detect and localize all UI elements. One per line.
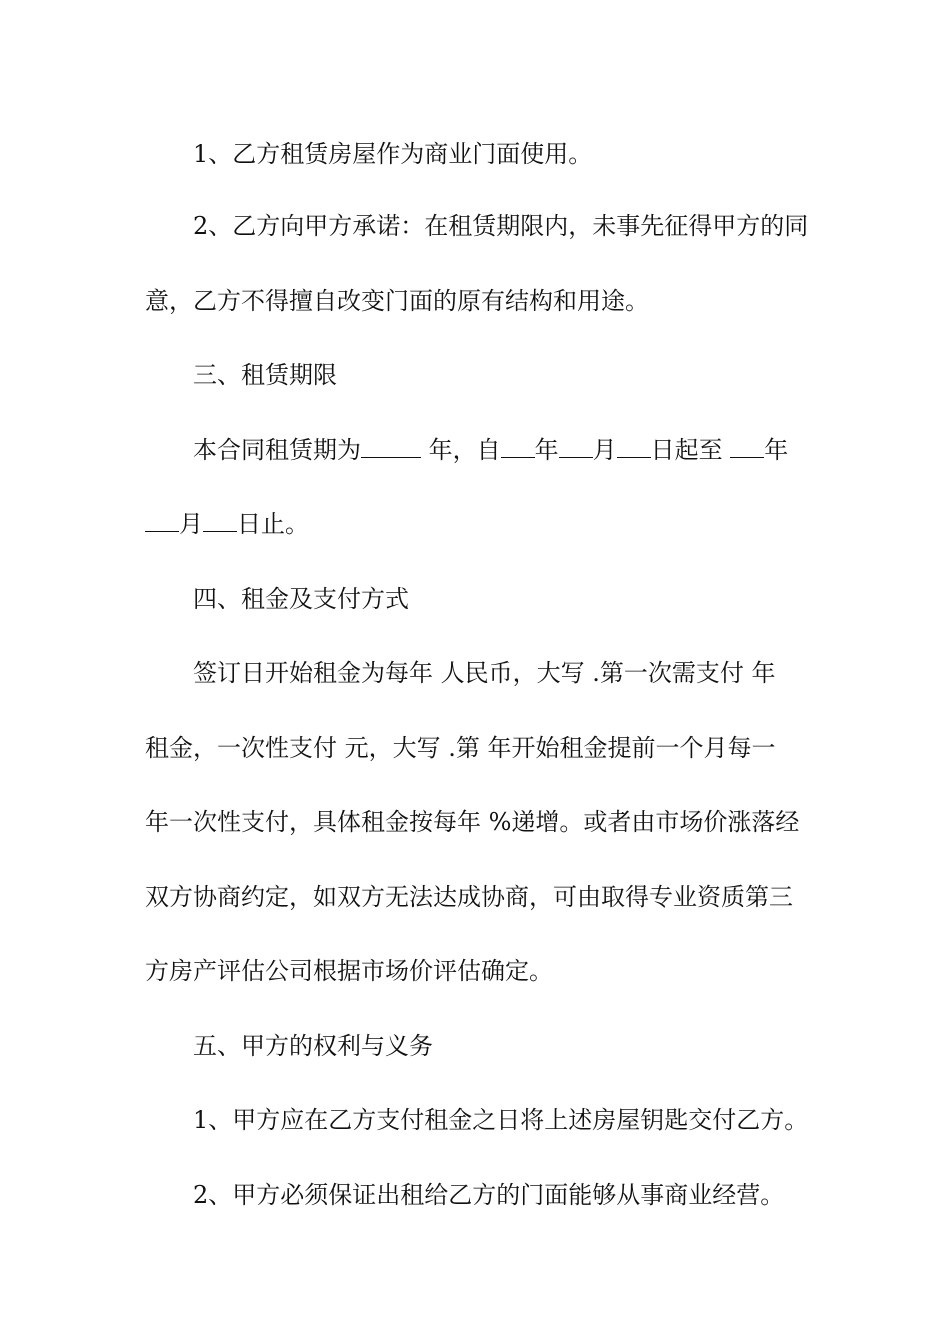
paragraph-line-term-end xyxy=(145,509,810,539)
paragraph-line: 1、甲方应在乙方支付租金之日将上述房屋钥匙交付乙方。 xyxy=(193,1106,809,1134)
term-text: 年 xyxy=(764,436,789,464)
blank-end-year xyxy=(730,435,764,458)
blank-start-month xyxy=(559,435,593,458)
section-heading: 四、租金及支付方式 xyxy=(193,585,409,613)
paragraph-line: 方房产评估公司根据市场价评估确定。 xyxy=(145,957,553,985)
term-text: 日起至 xyxy=(650,436,723,464)
blank-end-month xyxy=(145,509,179,532)
term-text: 月 xyxy=(179,510,203,538)
section-heading: 五、甲方的权利与义务 xyxy=(193,1032,433,1060)
paragraph-line: 签订日开始租金为每年 人民币，大写 .第一次需支付 年 xyxy=(193,659,776,687)
section-heading: 三、租赁期限 xyxy=(193,361,337,389)
term-text: 日止。 xyxy=(237,510,309,538)
paragraph-line: 2、乙方向甲方承诺：在租赁期限内，未事先征得甲方的同 xyxy=(193,212,809,240)
paragraph-line: 租金，一次性支付 元，大写 .第 年开始租金提前一个月每一 xyxy=(145,734,776,762)
paragraph-line: 2、甲方必须保证出租给乙方的门面能够从事商业经营。 xyxy=(193,1181,785,1209)
paragraph-line-term xyxy=(193,435,810,465)
blank-start-year xyxy=(501,435,535,458)
blank-end-day xyxy=(203,509,237,532)
term-text: 年 xyxy=(534,436,559,464)
term-text: 本合同租赁期为 xyxy=(193,436,361,464)
term-text: 年，自 xyxy=(428,436,501,464)
paragraph-line: 意，乙方不得擅自改变门面的原有结构和用途。 xyxy=(145,287,649,315)
blank-years xyxy=(361,435,421,458)
paragraph-line: 1、乙方租赁房屋作为商业门面使用。 xyxy=(193,140,593,168)
blank-start-day xyxy=(617,435,651,458)
term-text: 月 xyxy=(592,436,617,464)
paragraph-line: 年一次性支付，具体租金按每年 %递增。或者由市场价涨落经 xyxy=(145,808,800,836)
paragraph-line: 双方协商约定，如双方无法达成协商，可由取得专业资质第三 xyxy=(145,883,793,911)
